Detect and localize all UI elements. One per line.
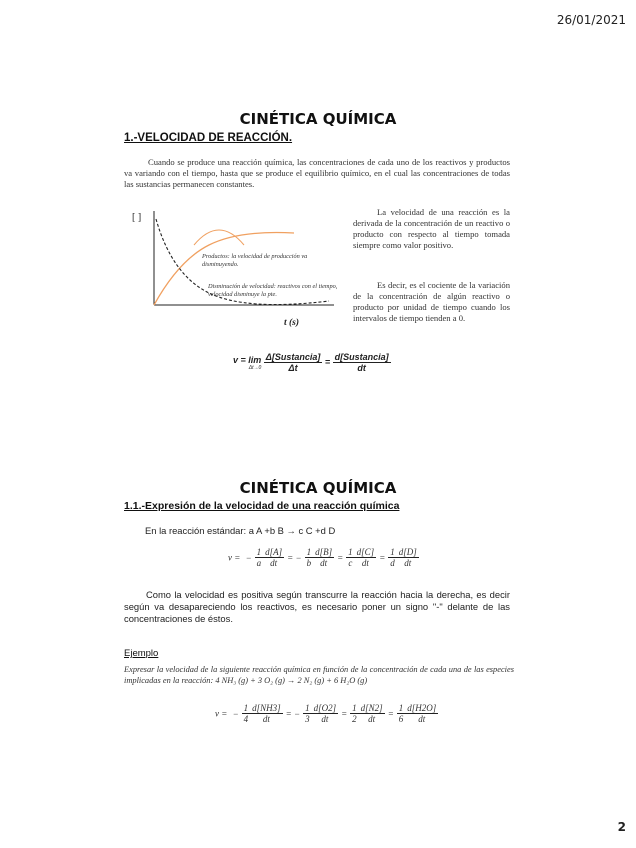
rate-derivative-fraction bbox=[263, 547, 284, 568]
example-derivative-numerator: d[N2] bbox=[360, 703, 383, 713]
rate-derivative-denominator: dt bbox=[320, 558, 328, 568]
product-tangent bbox=[194, 230, 244, 245]
rate-term-sign: = bbox=[379, 552, 386, 563]
rate-derivative-denominator: dt bbox=[404, 558, 412, 568]
slide2-title: CINÉTICA QUÍMICA bbox=[239, 479, 397, 497]
rate-coefficient-numerator: 1 bbox=[306, 547, 312, 557]
example-derivative-fraction bbox=[250, 703, 283, 724]
concentration-time-graph bbox=[124, 205, 349, 335]
rate-derivative-numerator: d[C] bbox=[356, 547, 375, 557]
general-rate-expression bbox=[228, 547, 419, 568]
page-number: 2 bbox=[617, 820, 626, 834]
rate-derivative-fraction bbox=[355, 547, 377, 568]
example-heading: Ejemplo bbox=[124, 648, 159, 659]
rate-derivative-denominator: dt bbox=[270, 558, 278, 568]
rate-coefficient-numerator: 1 bbox=[390, 547, 395, 557]
rate-coefficient-numerator: 1 bbox=[256, 547, 262, 557]
example-coefficient-fraction bbox=[242, 703, 251, 724]
formula-lim-subscript: Δt→0 bbox=[248, 364, 262, 371]
rate-term-sign: − bbox=[245, 552, 252, 563]
formula-denominator-delta: Δt bbox=[288, 363, 298, 373]
rate-coefficient-denominator: a bbox=[256, 558, 262, 568]
example-coefficient-denominator: 4 bbox=[243, 714, 249, 724]
formula-v-lim: v = lim bbox=[233, 354, 262, 365]
formula-equals: = bbox=[324, 356, 331, 367]
graph-y-label: [ ] bbox=[132, 212, 142, 223]
example-coefficient-numerator: 1 bbox=[243, 703, 249, 713]
formula-denominator-derivative: dt bbox=[357, 363, 366, 373]
example-derivative-numerator: d[NH3] bbox=[252, 703, 281, 713]
slide1-section-heading: 1.-VELOCIDAD DE REACCIÓN. bbox=[124, 132, 293, 144]
example-rate-expression bbox=[215, 703, 438, 724]
example-derivative-numerator: d[H2O] bbox=[407, 703, 437, 713]
example-statement: Expresar la velocidad de la siguiente reacción química en función de la concentración de cada una de las especies implicadas en la reacción: 4 NH₃ (g) + 3 O₂ (g) → 2 N₂ (g) + 6 H₂O (g) bbox=[124, 665, 514, 685]
rate-coefficient-fraction bbox=[255, 547, 264, 568]
example-derivative-fraction bbox=[359, 703, 385, 724]
slide1-title: CINÉTICA QUÍMICA bbox=[239, 110, 397, 128]
rate-derivative-numerator: d[B] bbox=[315, 547, 333, 557]
example-term-sign: = bbox=[387, 708, 394, 719]
rate-derivative-denominator: dt bbox=[361, 558, 369, 568]
rate-limit-formula bbox=[233, 352, 433, 373]
example-coefficient-denominator: 2 bbox=[352, 714, 357, 724]
example-term-sign: − bbox=[232, 708, 239, 719]
slide1-side-text-definition: La velocidad de una reacción es la derivada de la concentración de un reactivo o producto con respecto al tiempo tomada siempre como valor positivo. bbox=[353, 207, 510, 250]
rate-derivative-numerator: d[A] bbox=[265, 547, 283, 557]
example-derivative-denominator: dt bbox=[368, 714, 376, 724]
formula-numerator-derivative: d[Sustancia] bbox=[334, 352, 389, 362]
rate-term-sign: = − bbox=[287, 552, 302, 563]
reactant-annotation: Disminución de velocidad: reactivos con el tiempo, velocidad disminuye la pte. bbox=[208, 283, 338, 298]
example-term-sign: = − bbox=[285, 708, 301, 719]
rate-derivative-numerator: d[D] bbox=[398, 547, 417, 557]
example-derivative-denominator: dt bbox=[262, 714, 270, 724]
slide1-side-text-quotient: Es decir, es el cociente de la variación de la concentración de algún reactivo o producto por unidad de tiempo cuando los intervalos de tiempo tienden a 0. bbox=[353, 280, 510, 323]
rate-coefficient-denominator: d bbox=[390, 558, 395, 568]
rate-derivative-fraction bbox=[397, 547, 419, 568]
example-derivative-numerator: d[O2] bbox=[313, 703, 337, 713]
example-derivative-fraction bbox=[405, 703, 438, 724]
example-derivative-denominator: dt bbox=[321, 714, 329, 724]
rate-term-sign: = bbox=[337, 552, 344, 563]
rate-v: v = bbox=[228, 552, 241, 563]
slide1-intro-paragraph: Cuando se produce una reacción química, las concentraciones de cada uno de los reactivos y productos va variando con el tiempo, hasta que se produce el equilibrio químico, en el cual las concentraciones de todas las sustancias permanecen constantes. bbox=[124, 157, 510, 189]
slide2-explanation: Como la velocidad es positiva según transcurre la reacción hacia la derecha, es decir según va desapareciendo los reactivos, es necesario poner un signo "-" delante de las concentraciones de éstos. bbox=[124, 589, 510, 624]
rate-coefficient-fraction bbox=[346, 547, 355, 568]
rate-coefficient-fraction bbox=[388, 547, 397, 568]
rate-coefficient-denominator: c bbox=[348, 558, 353, 568]
product-annotation: Productos: la velocidad de producción va disminuyendo. bbox=[202, 253, 308, 268]
example-coefficient-fraction bbox=[350, 703, 359, 724]
example-coefficient-fraction bbox=[397, 703, 406, 724]
example-coefficient-numerator: 1 bbox=[352, 703, 357, 713]
example-coefficient-fraction bbox=[303, 703, 312, 724]
formula-numerator-delta: Δ[Sustancia] bbox=[265, 352, 321, 362]
example-coefficient-numerator: 1 bbox=[398, 703, 404, 713]
example-coefficient-denominator: 3 bbox=[305, 714, 310, 724]
example-coefficient-numerator: 1 bbox=[305, 703, 310, 713]
rate-derivative-fraction bbox=[313, 547, 334, 568]
rate-coefficient-fraction bbox=[305, 547, 314, 568]
example-coefficient-denominator: 6 bbox=[398, 714, 404, 724]
example-term-sign: = bbox=[341, 708, 348, 719]
example-derivative-denominator: dt bbox=[418, 714, 426, 724]
standard-reaction-text: En la reacción estándar: a A +b B → c C +d D bbox=[145, 525, 336, 536]
rate-coefficient-denominator: b bbox=[306, 558, 312, 568]
slide2-section-heading: 1.1.-Expresión de la velocidad de una reacción química bbox=[124, 500, 400, 512]
rate-coefficient-numerator: 1 bbox=[348, 547, 353, 557]
example-derivative-fraction bbox=[312, 703, 339, 724]
document-date: 26/01/2021 bbox=[556, 13, 626, 27]
example-rate-v: v = bbox=[215, 708, 228, 719]
graph-x-label: t (s) bbox=[284, 318, 300, 328]
